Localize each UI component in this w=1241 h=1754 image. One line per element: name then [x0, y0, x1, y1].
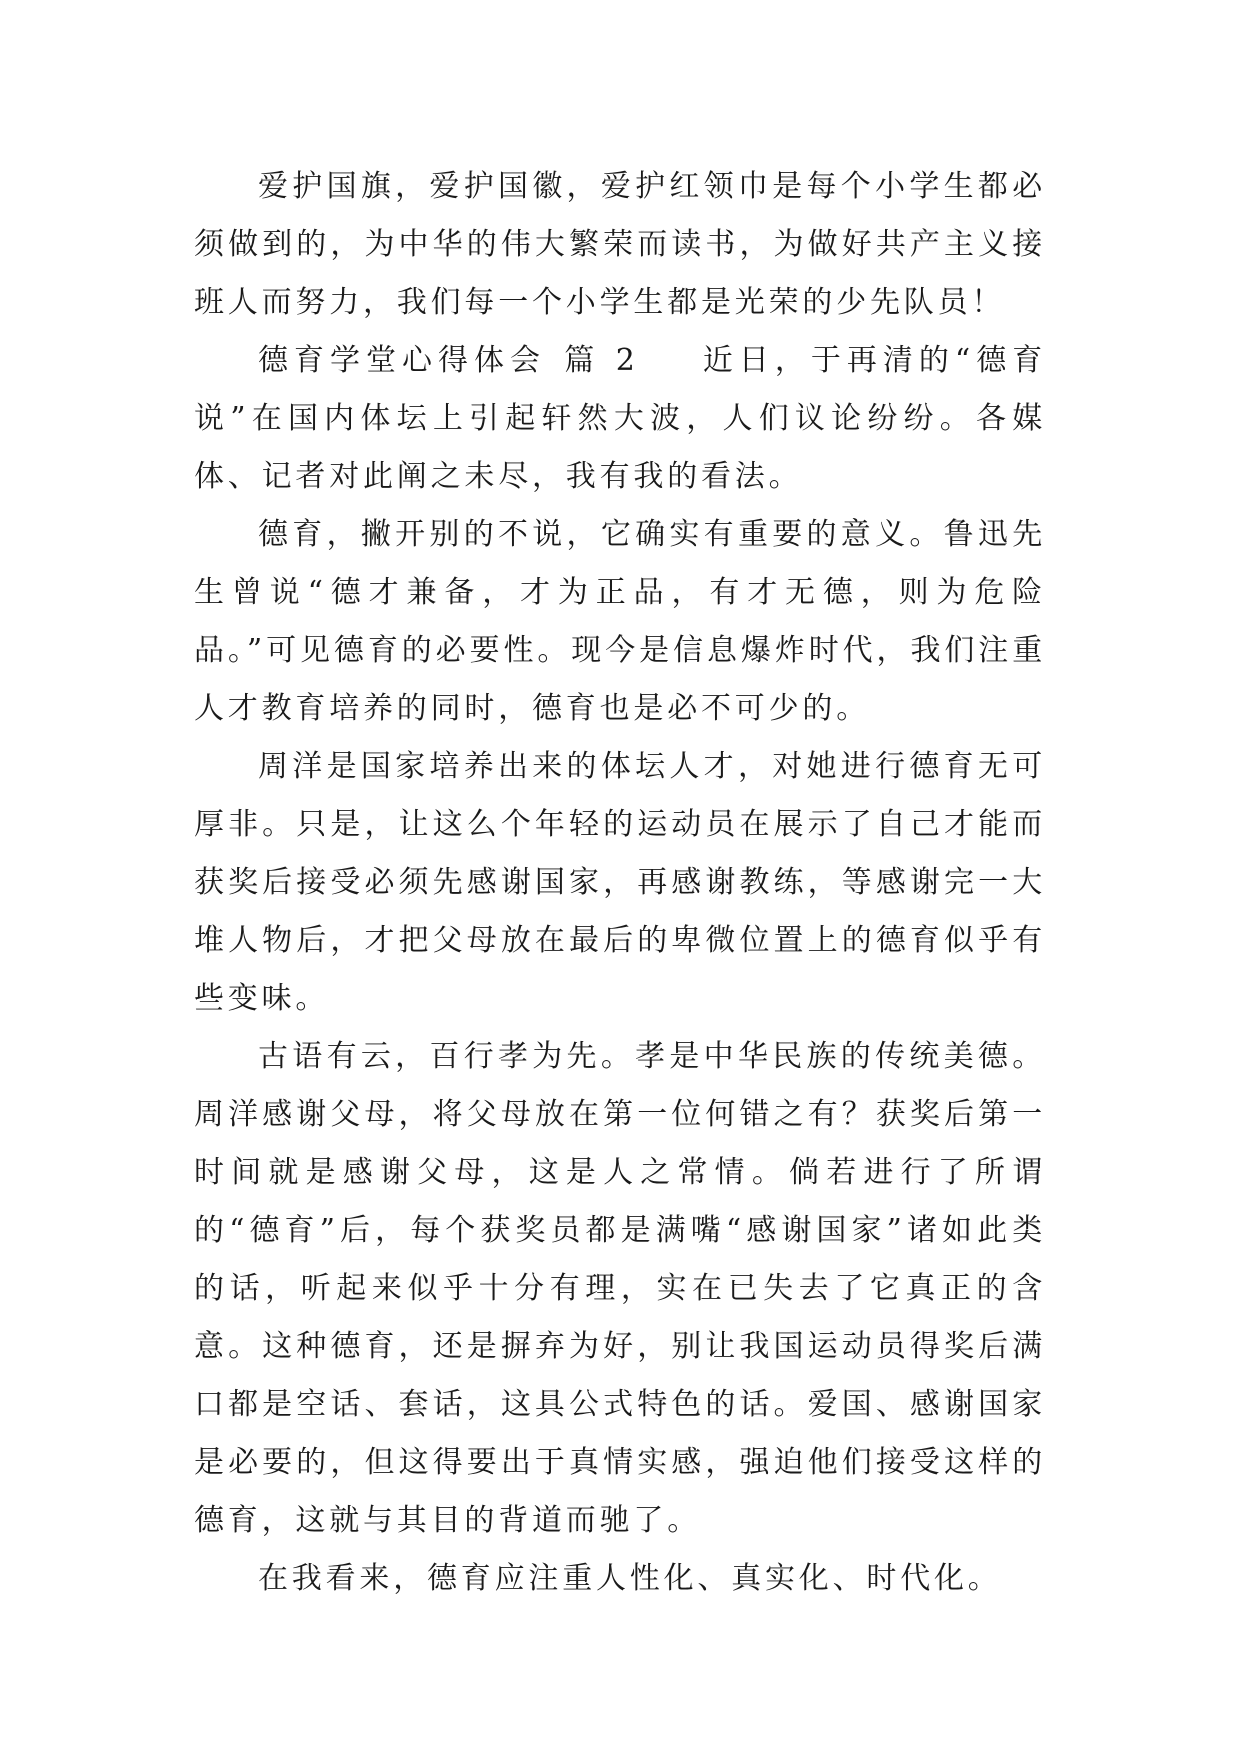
- paragraph-4-text: 周洋是国家培养出来的体坛人才，对她进行德育无可厚非。只是，让这么个年轻的运动员在展示了自己才能而获奖后接受必须先感谢国家，再感谢教练，等感谢完一大堆人物后，才把父母放在最后的卑微位置上的德育似乎有些变味。: [194, 749, 1046, 1016]
- paragraph-1: [194, 158, 1046, 332]
- paragraph-6-text: 在我看来，德育应注重人性化、真实化、时代化。: [258, 1561, 1002, 1596]
- document-page: [194, 158, 1046, 1608]
- paragraph-3: [194, 506, 1046, 738]
- paragraph-5: [194, 1028, 1046, 1550]
- paragraph-3-text: 德育，撇开别的不说，它确实有重要的意义。鲁迅先生曾说“德才兼备，才为正品，有才无德，则为危险品。”可见德育的必要性。现今是信息爆炸时代，我们注重人才教育培养的同时，德育也是必不可少的。: [194, 517, 1046, 726]
- paragraph-5-text: 古语有云，百行孝为先。孝是中华民族的传统美德。周洋感谢父母，将父母放在第一位何错之有？获奖后第一时间就是感谢父母，这是人之常情。倘若进行了所谓的“德育”后，每个获奖员都是满嘴“感谢国家”诸如此类的话，听起来似乎十分有理，实在已失去了它真正的含意。这种德育，还是摒弃为好，别让我国运动员得奖后满口都是空话、套话，这具公式特色的话。爱国、感谢国家是必要的，但这得要出于真情实感，强迫他们接受这样的德育，这就与其目的背道而驰了。: [194, 1039, 1046, 1538]
- paragraph-6: [194, 1550, 1046, 1608]
- paragraph-2-text: 近日，于再清的“德育说”在国内体坛上引起轩然大波，人们议论纷纷。各媒体、记者对此阐之未尽，我有我的看法。: [194, 343, 1047, 494]
- paragraph-2: [194, 332, 1046, 506]
- section-title: 德育学堂心得体会: [258, 343, 547, 378]
- paragraph-4: [194, 738, 1046, 1028]
- paragraph-1-text: 爱护国旗，爱护国徽，爱护红领巾是每个小学生都必须做到的，为中华的伟大繁荣而读书，为做好共产主义接班人而努力，我们每一个小学生都是光荣的少先队员！: [194, 169, 1046, 320]
- section-number: 篇 2: [562, 343, 639, 378]
